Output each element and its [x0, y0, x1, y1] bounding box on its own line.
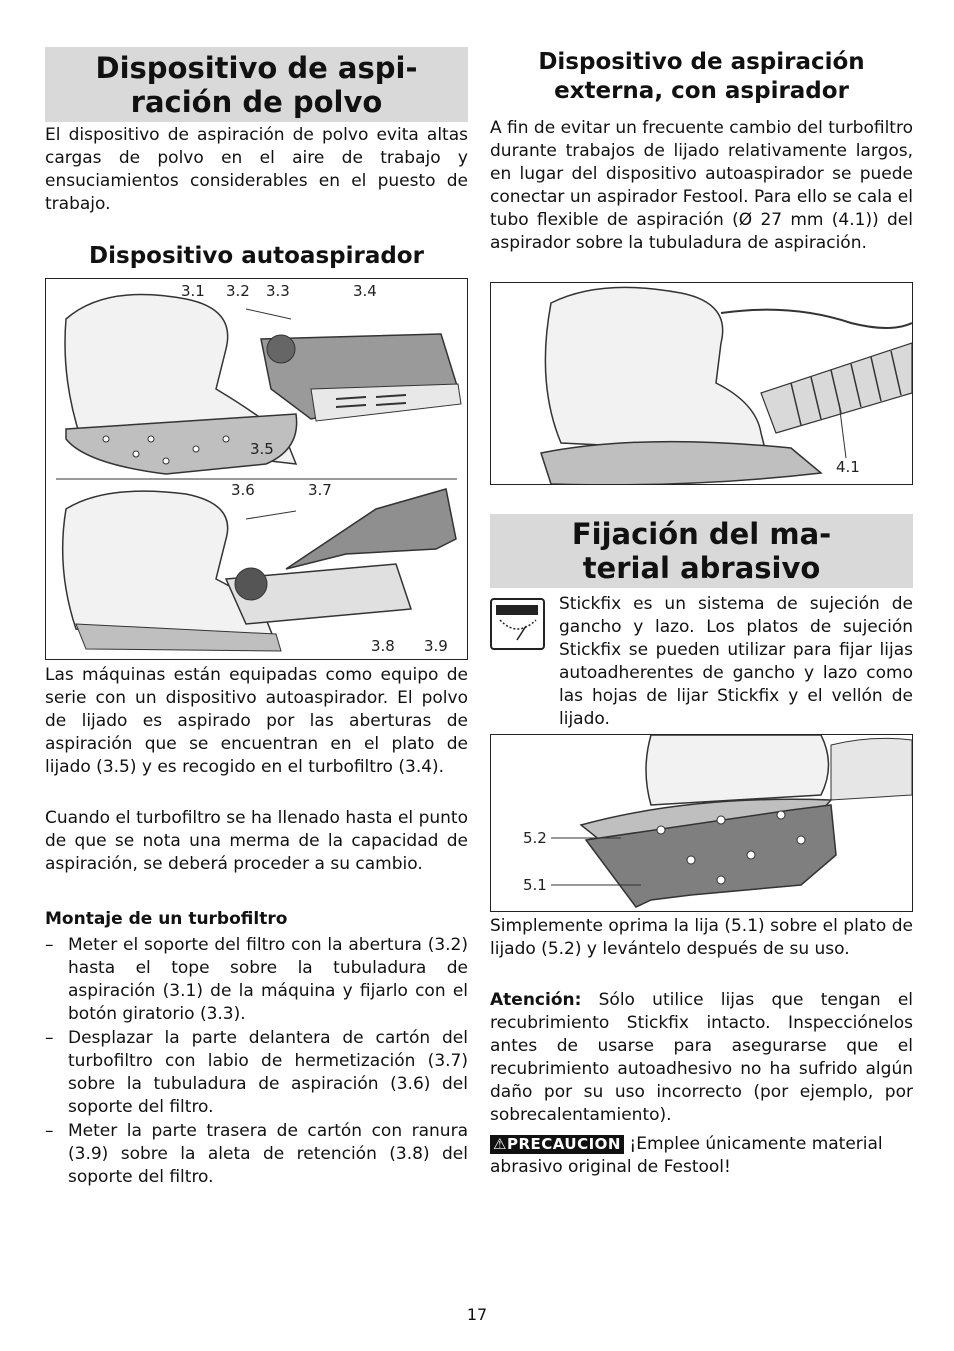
figure-3-self-extraction — [45, 278, 468, 660]
intro-paragraph: El dispositivo de aspiración de polvo evita altas cargas de polvo en el aire de trabajo y ensuciamientos considerables en el puesto de trabajo. — [45, 125, 468, 214]
label-5-1: 5.1 — [523, 876, 547, 894]
caution-badge: ⚠PRECAUCION — [490, 1135, 624, 1154]
label-3-1: 3.1 — [181, 282, 205, 300]
label-3-5: 3.5 — [250, 440, 274, 458]
hose-illustration — [491, 283, 912, 484]
mount-filter-heading: Montaje de un turbofiltro — [45, 909, 288, 929]
external-extraction-heading: Dispositivo de aspiración externa, con aspirador — [538, 49, 865, 104]
equipment-paragraph: Las máquinas están equipadas como equipo de serie con un dispositivo autoaspirador. El polvo de lijado es aspirado por las aberturas de aspiración que se encuentran en el plato de lijado (3.5) y es recogido en el turbofiltro (3.4). — [45, 665, 468, 777]
label-3-3: 3.3 — [266, 282, 290, 300]
abrasive-fixing-heading: Fijación del ma- terial abrasivo — [490, 514, 913, 588]
list-item: – Meter el soporte del filtro con la abertura (3.2) hasta el tope sobre la tubuladura de aspiración (3.1) de la máquina y fijarlo con el botón giratorio (3.3). — [45, 935, 468, 1024]
stickfix-paragraph: Stickfix es un sistema de sujeción de gancho y lazo. Los platos de sujeción Stickfix se pueden utilizar para fijar lijas autoadherentes de gancho y lazo como las hojas de lijar Stickfix y el vellón de lijado. — [559, 594, 913, 729]
self-extraction-heading: Dispositivo autoaspirador — [89, 243, 424, 269]
stickfix-icon — [490, 598, 545, 650]
external-extraction-paragraph: A fin de evitar un frecuente cambio del turbofiltro durante trabajos de lijado relativamente largos, en lugar del dispositivo autoaspirador se puede conectar un aspirador Festool. Para ello se cala el tubo flexible de aspiración (Ø 27 mm (4.1)) del aspirador sobre la tubuladura de aspiración. — [490, 118, 913, 253]
label-3-6: 3.6 — [231, 481, 255, 499]
press-paragraph: Simplemente oprima la lija (5.1) sobre el plato de lijado (5.2) y levántelo después de su uso. — [490, 916, 913, 959]
warning-triangle-icon: ⚠ — [493, 1135, 507, 1153]
label-4-1: 4.1 — [836, 458, 860, 476]
caution-paragraph: ⚠PRECAUCION ¡Emplee únicamente material abrasivo original de Festool! — [490, 1134, 883, 1177]
dust-extraction-heading: Dispositivo de aspi- ración de polvo — [45, 47, 468, 122]
label-3-9: 3.9 — [424, 637, 448, 655]
figure-4-hose — [490, 282, 913, 485]
stickfix-illustration — [491, 735, 912, 911]
label-3-8: 3.8 — [371, 637, 395, 655]
label-5-2: 5.2 — [523, 829, 547, 847]
page-number: 17 — [466, 1305, 488, 1324]
label-3-7: 3.7 — [308, 481, 332, 499]
label-3-2: 3.2 — [226, 282, 250, 300]
filter-change-paragraph: Cuando el turbofiltro se ha llenado hasta el punto de que se nota una merma de la capacidad de aspiración, se deberá proceder a su cambio. — [45, 808, 468, 874]
attention-label: Atención: — [490, 990, 582, 1010]
sander-illustration — [46, 279, 467, 659]
figure-5-stickfix — [490, 734, 913, 912]
list-item: – Desplazar la parte delantera de cartón del turbofiltro con labio de hermetización (3.7) sobre la tubuladura de aspiración (3.6) del soporte del filtro. — [45, 1028, 468, 1117]
attention-paragraph: Atención: Sólo utilice lijas que tengan el recubrimiento Stickfix intacto. Inspecciónelos antes de usarse para asegurarse que el recubrimiento autoadhesivo no ha sufrido algún daño por su uso incorrecto (por ejemplo, por sobrecalentamiento). — [490, 990, 913, 1125]
label-3-4: 3.4 — [353, 282, 377, 300]
list-item: – Meter la parte trasera de cartón con ranura (3.9) sobre la aleta de retención (3.8) del soporte del filtro. — [45, 1121, 468, 1187]
mount-steps-list — [45, 934, 468, 1189]
